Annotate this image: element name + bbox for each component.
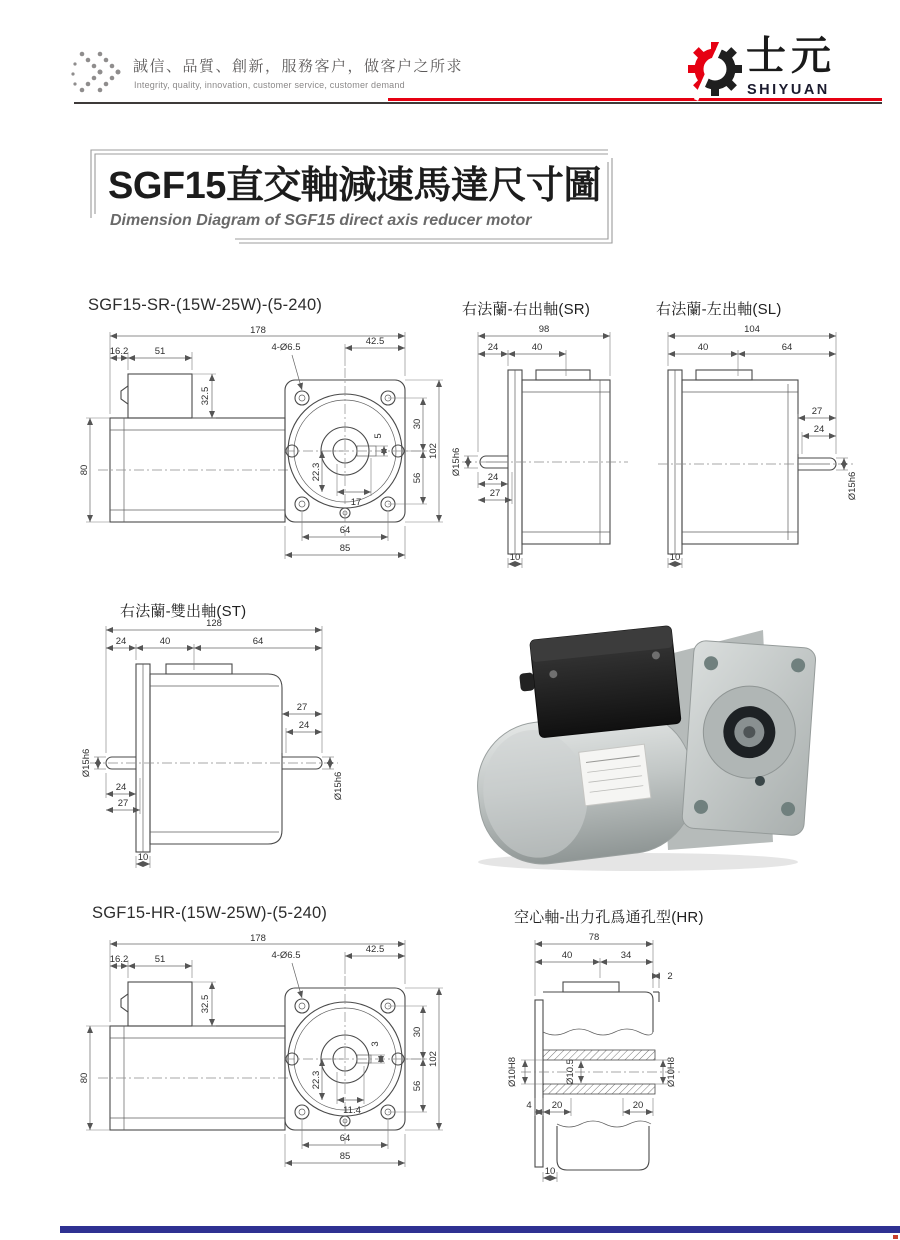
dim-label: 64 <box>339 1133 351 1144</box>
dim-label: 51 <box>154 346 166 357</box>
dim-label: 3 <box>370 1041 381 1047</box>
dim-label: 102 <box>428 1051 439 1067</box>
side-view <box>98 374 288 522</box>
header-red-rule <box>388 98 882 101</box>
label-hr-main: SGF15-HR-(15W-25W)-(5-240) <box>92 904 328 922</box>
label-sr-main: SGF15-SR-(15W-25W)-(5-240) <box>88 296 323 314</box>
front-view <box>285 976 425 1144</box>
dim-label: Ø15h6 <box>81 748 92 778</box>
label-sl-view: 右法蘭-左出軸(SL) <box>656 301 782 318</box>
dim-label: Ø15h6 <box>333 771 344 801</box>
brand-name-zh: 士元 <box>746 34 836 78</box>
dim-label: 102 <box>428 443 439 459</box>
drawing-hr-main <box>80 930 450 1182</box>
dim-label: 10 <box>509 552 521 563</box>
dim-label: 98 <box>538 324 550 335</box>
dim-label: 178 <box>250 325 266 336</box>
output-flange <box>682 640 817 836</box>
dim-label: 30 <box>412 1026 423 1038</box>
dimensions <box>79 325 443 559</box>
dim-label: 24 <box>115 636 127 647</box>
dim-label: Ø15h6 <box>847 471 858 501</box>
dim-label: 64 <box>252 636 264 647</box>
dim-label: 24 <box>813 424 825 435</box>
dim-label: 5 <box>373 433 384 439</box>
drawing-hr-view <box>505 932 745 1186</box>
dim-label: 64 <box>339 525 351 536</box>
dim-label: 27 <box>811 406 823 417</box>
dim-label: 20 <box>632 1100 644 1111</box>
product-photo <box>463 602 818 874</box>
dim-label: 30 <box>412 418 423 430</box>
side-view <box>98 982 288 1130</box>
dim-label: 4-Ø6.5 <box>271 342 301 353</box>
page-marker <box>893 1235 898 1239</box>
footer-bar <box>60 1226 900 1233</box>
dim-label: 17 <box>350 497 362 508</box>
label-st-view: 右法蘭-雙出軸(ST) <box>120 603 247 620</box>
header-dark-rule <box>74 102 882 104</box>
slogan-zh: 誠信、品質、創新，服務客户，做客户之所求 <box>133 58 464 75</box>
page-title: SGF15直交軸減速馬達尺寸圖 <box>108 165 601 207</box>
drawing-sl-view <box>648 322 878 574</box>
dots <box>71 52 120 93</box>
dim-label: 42.5 <box>365 336 385 347</box>
dim-label: 32.5 <box>200 994 211 1014</box>
dim-label: Ø10.5 <box>565 1059 576 1085</box>
dim-label: 128 <box>206 618 222 629</box>
dim-label: 178 <box>250 933 266 944</box>
dim-label: 10 <box>544 1166 556 1177</box>
dim-label: 4-Ø6.5 <box>271 950 301 961</box>
dim-label: 22.3 <box>311 462 322 482</box>
dim-label: 24 <box>298 720 310 731</box>
dim-label: 10 <box>669 552 681 563</box>
brand-name-en: SHIYUAN <box>747 82 830 98</box>
dim-label: 40 <box>697 342 709 353</box>
dimensions <box>668 324 858 568</box>
dim-label: 10 <box>137 852 149 863</box>
dim-label: 32.5 <box>200 386 211 406</box>
dim-label: 80 <box>79 1072 90 1084</box>
dimensions <box>81 618 344 868</box>
outline <box>521 982 680 1170</box>
dim-label: 104 <box>744 324 760 335</box>
drawing-sr-view <box>450 322 640 574</box>
label-hr-view: 空心軸-出力孔爲通孔型(HR) <box>514 909 704 926</box>
dim-label: 56 <box>412 1080 423 1092</box>
dim-label: 85 <box>339 543 351 554</box>
dim-label: 16.2 <box>109 346 129 357</box>
wiring-label <box>579 744 651 806</box>
dim-label: 85 <box>339 1151 351 1162</box>
brand-gear-icon <box>686 40 744 98</box>
dim-label: 34 <box>620 950 632 961</box>
dim-label: 27 <box>296 702 308 713</box>
dim-label: 24 <box>487 472 499 483</box>
dim-label: 27 <box>489 488 501 499</box>
dim-label: Ø15h6 <box>451 447 462 477</box>
outline <box>658 370 853 554</box>
dim-label: 20 <box>551 1100 563 1111</box>
dim-label: 2 <box>667 971 673 982</box>
label-sr-view: 右法蘭-右出軸(SR) <box>462 301 591 318</box>
dim-label: 56 <box>412 472 423 484</box>
dim-label: Ø10H8 <box>666 1056 677 1088</box>
drawing-sr-main <box>80 322 450 574</box>
drawing-st-view <box>82 618 372 876</box>
outline <box>90 664 338 852</box>
dim-label: 51 <box>154 954 166 965</box>
dim-label: 80 <box>79 464 90 476</box>
dim-label: 78 <box>588 932 600 943</box>
dim-label: 22.3 <box>311 1070 322 1090</box>
terminal-box <box>516 626 681 740</box>
dim-label: 42.5 <box>365 944 385 955</box>
dots-chevron-icon <box>70 48 132 104</box>
dim-label: 40 <box>531 342 543 353</box>
dim-label: 11.4 <box>343 1105 361 1116</box>
dim-label: 40 <box>561 950 573 961</box>
dim-label: 40 <box>159 636 171 647</box>
dim-label: Ø10H8 <box>507 1056 518 1088</box>
slogan-en: Integrity, quality, innovation, customer service, customer demand <box>134 80 405 90</box>
dimensions <box>451 324 610 568</box>
dim-label: 16.2 <box>109 954 129 965</box>
dim-label: 64 <box>781 342 793 353</box>
outline <box>462 370 628 554</box>
front-view <box>285 368 425 536</box>
dim-label: 24 <box>487 342 499 353</box>
page-subtitle: Dimension Diagram of SGF15 direct axis reducer motor <box>110 212 532 229</box>
dim-label: 27 <box>117 798 129 809</box>
dim-label: 4 <box>526 1100 532 1111</box>
dim-label: 24 <box>115 782 127 793</box>
dimensions <box>79 933 443 1167</box>
